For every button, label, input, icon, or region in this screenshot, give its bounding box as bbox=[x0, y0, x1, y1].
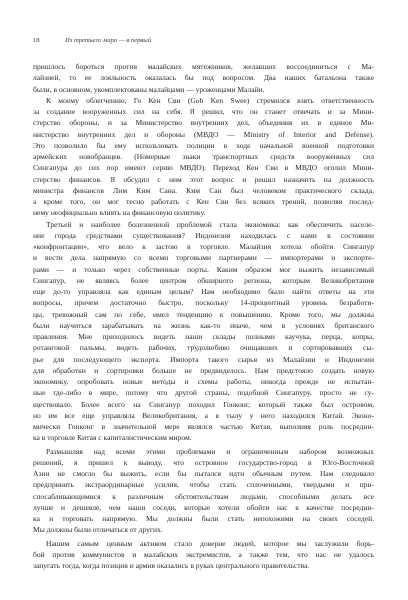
text-line: бой против коммунистов и малайских экстремистов, а также тем, что нас не удалось bbox=[33, 549, 374, 559]
text-line: ка в торговле Китая с капиталистическим миром. bbox=[33, 433, 192, 443]
text-line: запугать тогда, когда позиция и армия оказались в руках центрального правительства. bbox=[33, 561, 310, 570]
paragraph bbox=[33, 538, 374, 572]
text-line: стерство финансов. Я обсудил с ним этот вопрос и решил назначить на должность bbox=[33, 174, 374, 184]
text-line: лайзией, то ее лояльность оказалась бы под вопросом. Два наших батальона также bbox=[33, 73, 374, 83]
running-title: Из третьего мира — в первый bbox=[65, 37, 152, 44]
text-line: но им все еще управляла Великобритания, а в тылу у него находился Китай. Эконо- bbox=[33, 410, 374, 420]
text-line: нему неофициально влиять на финансовую политику. bbox=[33, 208, 206, 218]
text-line: Третьей и наиболее болезненной проблемой стала экономика: как обеспечить населе- bbox=[46, 219, 374, 229]
text-line: Азии не смогло бы выжить, если бы пытался идти обычным путем. Нам следовало bbox=[33, 469, 374, 478]
text-line: предпринять экстраординарные усилия, чтобы стать сплоченными, твердыми и при- bbox=[33, 480, 374, 490]
text-line: мически Гонконг в значительной мере являлся частью Китая, выполняя роль посредни- bbox=[33, 422, 374, 431]
text-line: рами — и только через собственные порты. Каким образом мог выжить независимый bbox=[33, 264, 374, 274]
text-line: еще до-то управляла как единым целым? Нам необходимо было найти ответы на эти bbox=[33, 287, 374, 296]
text-line: ществовало. Более всего на Сингапур походил Гонконг, который также был островом, bbox=[33, 399, 374, 409]
text-line: армейских новобранцев. (Номерные знаки транспортных средств вооруженных сил bbox=[33, 152, 374, 161]
text-line: ротанговой пальмы, видеть рабочих, трудолюбиво очищавших и сортировавших сы- bbox=[33, 343, 374, 353]
text-line: экономику, опробовать новые методы и схемы работы, никогда прежде не испытан- bbox=[33, 377, 374, 386]
text-line: министра финансов Лим Ким Сана. Ким Сан был человеком практического склада, bbox=[33, 185, 374, 195]
text-line: решений, я пришел к выводу, что островное государство-город в Юго-Восточной bbox=[33, 457, 374, 467]
text-line: цы, тревожный сам по себе, имел тенденцию к повышению. Кроме того, мы должны bbox=[33, 309, 374, 319]
page-number: 18 bbox=[33, 37, 40, 44]
text-line: ние города средствами существования? Индонезия находилась с нами в состоянии bbox=[33, 230, 374, 240]
text-line: ка и торговать напрямую. Мы должны были стать непохожими на своих соседей. bbox=[33, 514, 374, 523]
text-line: были, в основном, укомплектованы малайцами — уроженцами Малайи. bbox=[33, 84, 265, 94]
page-header bbox=[33, 35, 373, 47]
text-line: ные где-либо в мире, потому что другой страны, подобной Сингапуру, просто не су- bbox=[33, 388, 374, 398]
paragraph bbox=[33, 61, 374, 95]
text-line: Размышляя над всеми этими проблемами и ограниченным набором возможных bbox=[46, 446, 374, 456]
body-text bbox=[33, 61, 374, 571]
text-line: Сингапура до сих пор имеют серию МВДО). Переход Кен Сви в МВДО оголил Мини- bbox=[33, 163, 374, 173]
text-line: и вести дела напрямую со всеми торговыми партнерами — импортерами и экспорте- bbox=[33, 253, 374, 263]
text-line: а кроме того, он мог тесно работать с Кен Сви без всяких трений, позволяя послед- bbox=[33, 197, 374, 206]
text-line: за создание вооруженных сил на себя. Я решил, что он станет отвечать и за Мини- bbox=[33, 107, 374, 116]
text-line: были научиться зарабатывать на жизнь как-то иначе, чем в условиях британского bbox=[33, 320, 374, 330]
text-line: спосабливающимися к различным обстоятельствам людьми, способными делать все bbox=[33, 491, 374, 501]
text-line: Мы должны были отличаться от других. bbox=[33, 525, 163, 535]
text-line: нистерство внутренних дел и обороны (МВДО — Ministry of Interior and Defense). bbox=[33, 129, 374, 139]
text-line: стерство обороны, и за Министерство внутренних дел, объединив их в единое Ми- bbox=[33, 118, 374, 128]
paragraph bbox=[33, 446, 374, 536]
text-line: вопросы, причем достаточно быстро, поскольку 14-процентный уровень безработи- bbox=[33, 298, 374, 308]
text-line: «конфронтации», что вело к застою в торговле. Малайзия хотела обойти Сингапур bbox=[33, 242, 374, 251]
text-line: лучше и дешевле, чем наши соседи, которые хотели обойти нас в качестве посредни- bbox=[33, 502, 374, 512]
text-line: пришлось бороться против малайских мятежников, желавших воссоединиться с Ма- bbox=[33, 62, 374, 71]
text-line: рье для последующего экспорта. Импорта такого сырья из Малайзии и Индонезии bbox=[33, 354, 374, 364]
text-line: Нашим самым ценным активом стало доверие людей, которое мы заслужили борь- bbox=[46, 538, 374, 548]
text-line: К моему облегчению, Го Кен Сви (Goh Ken Swee) стремился взять ответственность bbox=[46, 95, 374, 105]
text-line: правления. Мне приходилось видеть наши склады полными каучука, перца, копры, bbox=[33, 332, 374, 341]
text-line: Это позволило бы ему использовать полиции в ходе начальной военной подготовки bbox=[33, 140, 374, 150]
text-line: Сингапур, не являясь более центром обширного региона, которым Великобритания bbox=[33, 275, 374, 285]
text-line: для обработки и сортировки больше не предвиделось. Нам предстояло создать новую bbox=[33, 365, 374, 375]
paragraph bbox=[33, 219, 374, 444]
paragraph bbox=[33, 95, 374, 219]
